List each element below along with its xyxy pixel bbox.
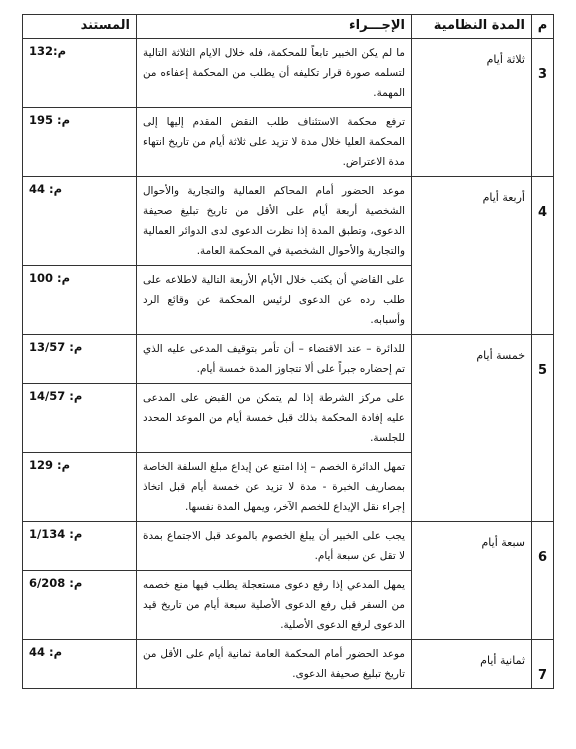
header-period: المدة النظامية [412, 15, 532, 39]
deadlines-table [22, 14, 554, 689]
row-period: أربعة أيام [412, 177, 532, 335]
row-period: خمسة أيام [412, 335, 532, 522]
action-text: موعد الحضور أمام المحاكم العمالية والتجارية والأحوال الشخصية أربعة أيام على الأقل من تاريخ تبليغ صحيفة الدعوى، وتطبق المدة إذا نظرت الدعوى لدى الدوائر العمالية والتجارية والأحوال الشخصية في المحكمة العامة. [137, 177, 412, 266]
row-number: 5 [532, 335, 554, 522]
reference-article: م: 6/208 [23, 571, 137, 640]
action-text: ترفع محكمة الاستئناف طلب النقض المقدم إليها إلى المحكمة العليا خلال مدة لا تزيد على ثلاثة أيام من تاريخ انتهاء مدة الاعتراض. [137, 108, 412, 177]
action-text: يمهل المدعي إذا رفع دعوى مستعجلة يطلب فيها منع خصمه من السفر قبل رفع الدعوى الأصلية سبعة أيام من تاريخ قيد الدعوى لرفع الدعوى الأصلية. [137, 571, 412, 640]
header-row [23, 15, 554, 39]
document-page [22, 14, 553, 689]
action-text: ما لم يكن الخبير تابعاً للمحكمة، فله خلال الايام الثلاثة التالية لتسلمه صورة قرار تكليفه أن يطلب من المحكمة إعفاءه من المهمة. [137, 39, 412, 108]
table-row [23, 335, 554, 384]
row-period: سبعة أيام [412, 522, 532, 640]
action-text: تمهل الدائرة الخصم – إذا امتنع عن إيداع مبلغ السلفة الخاصة بمصاريف الخبرة - مدة لا تزيد عن خمسة أيام قبل اتخاذ إجراء نقل الإيداع للخصم الآخر، ويمهل المدة نفسها. [137, 453, 412, 522]
reference-article: م: 100 [23, 266, 137, 335]
reference-article: م: 195 [23, 108, 137, 177]
reference-article: م:132 [23, 39, 137, 108]
row-number: 4 [532, 177, 554, 335]
row-number: 7 [532, 640, 554, 689]
row-number: 3 [532, 39, 554, 177]
reference-article: م: 13/57 [23, 335, 137, 384]
table-row [23, 640, 554, 689]
action-text: موعد الحضور أمام المحكمة العامة ثمانية أيام على الأقل من تاريخ تبليغ صحيفة الدعوى. [137, 640, 412, 689]
table-row [23, 177, 554, 266]
row-period: ثلاثة أيام [412, 39, 532, 177]
row-number: 6 [532, 522, 554, 640]
reference-article: م: 14/57 [23, 384, 137, 453]
action-text: للدائرة – عند الاقتضاء – أن تأمر بتوقيف المدعى عليه الذي تم إحضاره جبراً على ألا تتجاوز المدة خمسة أيام. [137, 335, 412, 384]
reference-article: م: 44 [23, 640, 137, 689]
header-ref: المستند [23, 15, 137, 39]
header-action: الإجـــراء [137, 15, 412, 39]
table-row [23, 39, 554, 108]
action-text: على مركز الشرطة إذا لم يتمكن من القبض على المدعى عليه إفادة المحكمة بذلك قبل خمسة أيام من الموعد المحدد للجلسة. [137, 384, 412, 453]
table-row [23, 522, 554, 571]
action-text: يجب على الخبير أن يبلغ الخصوم بالموعد قبل الاجتماع بمدة لا تقل عن سبعة أيام. [137, 522, 412, 571]
action-text: على القاضي أن يكتب خلال الأيام الأربعة التالية لاطلاعه على طلب رده عن الدعوى لرئيس المحكمة عن وقائع الرد وأسبابه. [137, 266, 412, 335]
reference-article: م: 44 [23, 177, 137, 266]
header-num: م [532, 15, 554, 39]
reference-article: م: 129 [23, 453, 137, 522]
row-period: ثمانية أيام [412, 640, 532, 689]
reference-article: م: 1/134 [23, 522, 137, 571]
